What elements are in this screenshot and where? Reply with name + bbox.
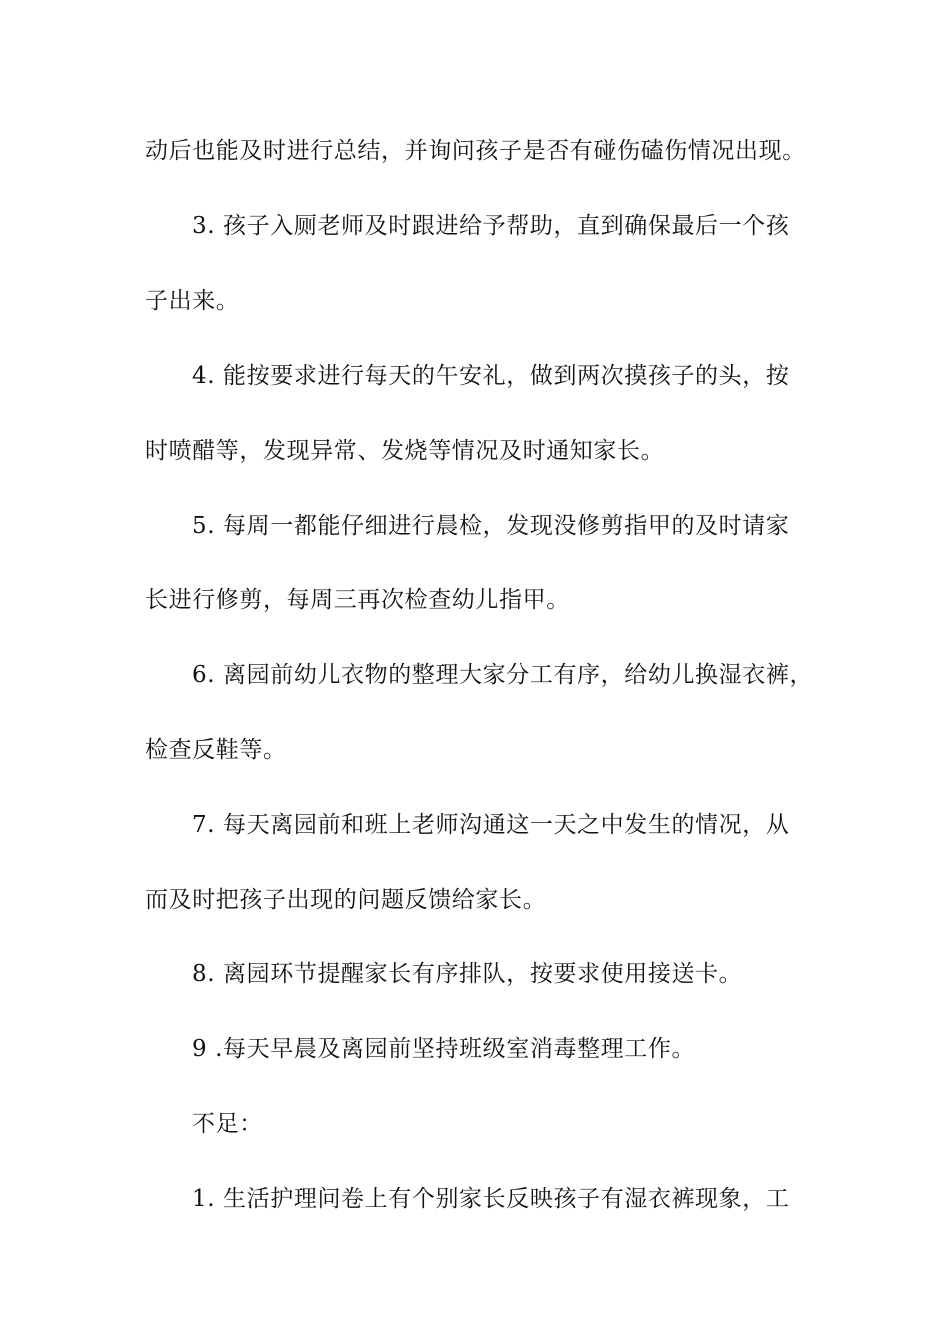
list-item-8-line: 8. 离园环节提醒家长有序排队，按要求使用接送卡。 — [192, 961, 743, 987]
list-item-5-line: 5. 每周一都能仔细进行晨检，发现没修剪指甲的及时请家 — [192, 513, 790, 539]
list-item-9-line: 9 .每天早晨及离园前坚持班级室消毒整理工作。 — [192, 1036, 696, 1062]
text-line: 动后也能及时进行总结，并询问孩子是否有碰伤磕伤情况出现。 — [145, 138, 806, 164]
list-item-7-line: 7. 每天离园前和班上老师沟通这一天之中发生的情况，从 — [192, 812, 790, 838]
list-item-1-line: 1. 生活护理问卷上有个别家长反映孩子有湿衣裤现象，工 — [192, 1186, 790, 1212]
text-line: 长进行修剪，每周三再次检查幼儿指甲。 — [145, 587, 570, 613]
list-item-6-line: 6. 离园前幼儿衣物的整理大家分工有序，给幼儿换湿衣裤， — [192, 662, 814, 688]
list-item-3-line: 3. 孩子入厕老师及时跟进给予帮助，直到确保最后一个孩 — [192, 213, 790, 239]
section-heading-shortcomings: 不足： — [192, 1111, 263, 1137]
text-line: 子出来。 — [145, 288, 240, 314]
list-item-4-line: 4. 能按要求进行每天的午安礼，做到两次摸孩子的头，按 — [192, 363, 790, 389]
text-line: 时喷醋等，发现异常、发烧等情况及时通知家长。 — [145, 438, 665, 464]
text-line: 而及时把孩子出现的问题反馈给家长。 — [145, 887, 547, 913]
text-line: 检查反鞋等。 — [145, 737, 287, 763]
